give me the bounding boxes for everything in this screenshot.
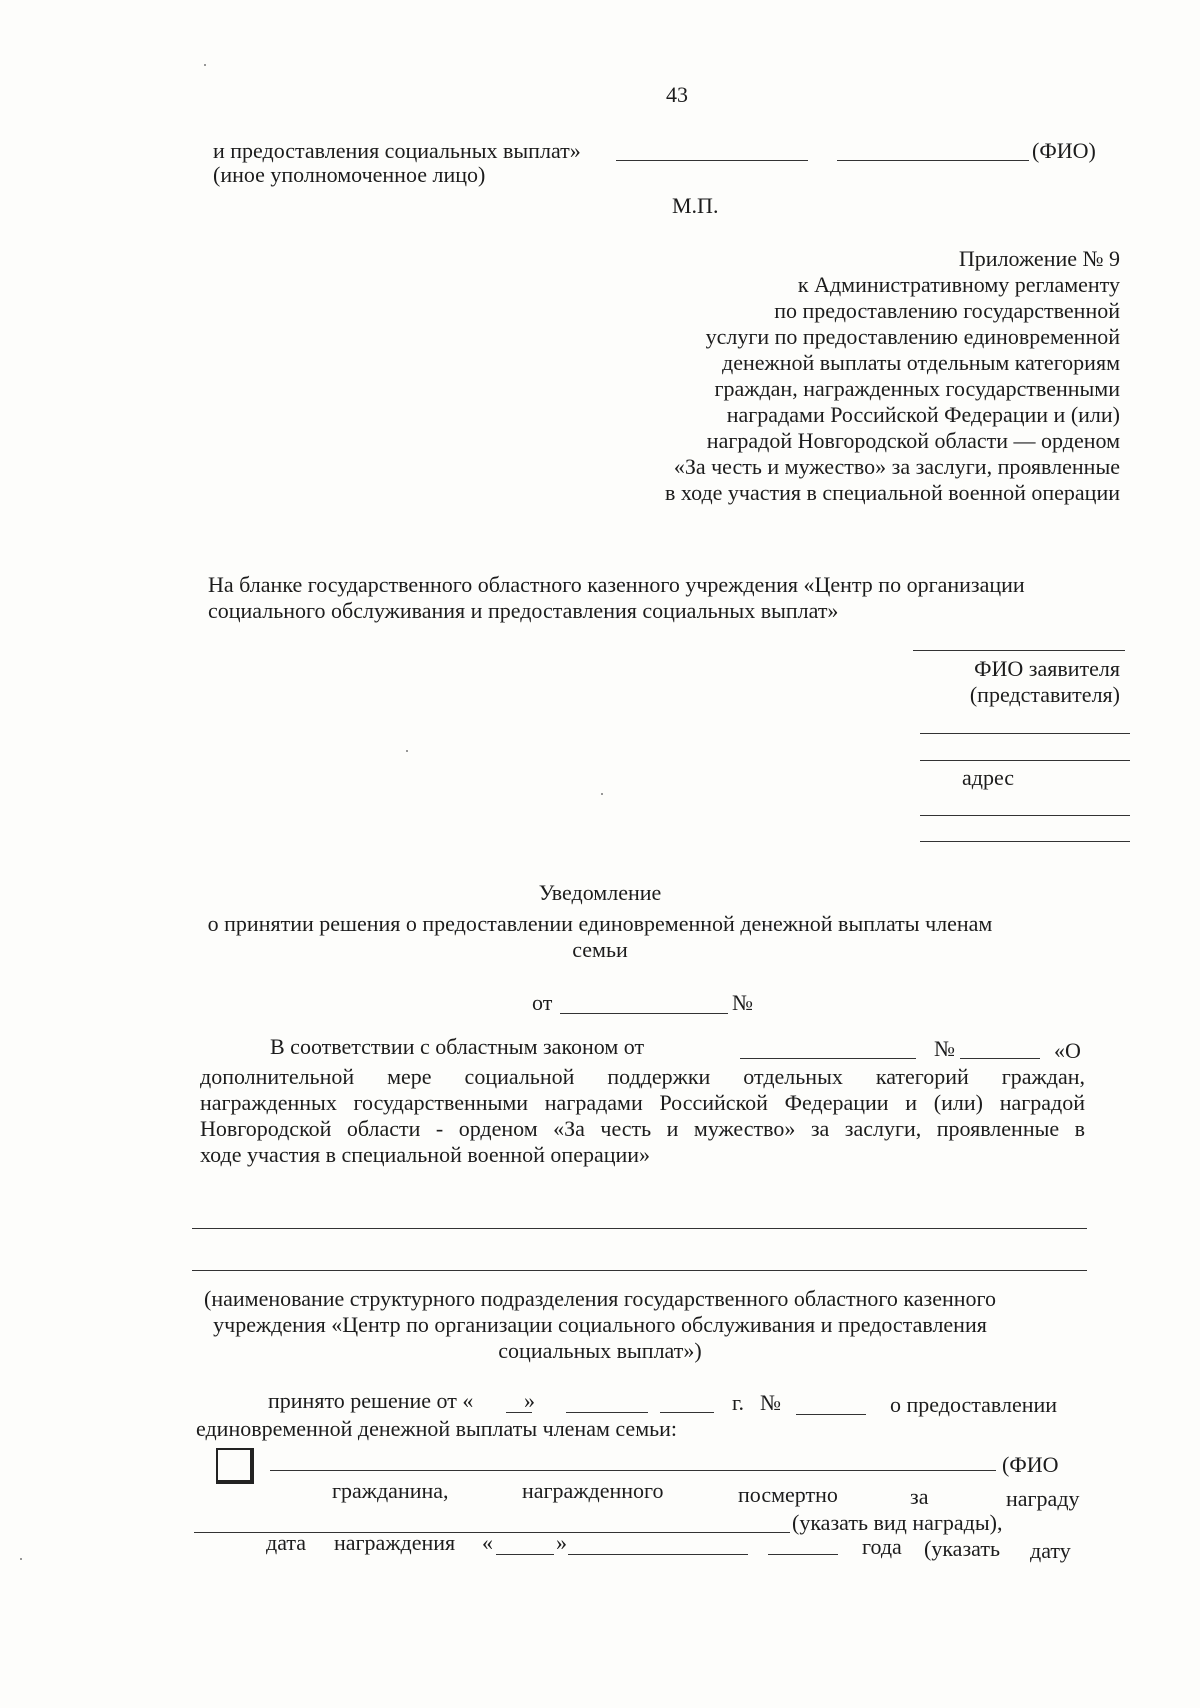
- appendix-line: Приложение № 9: [958, 246, 1120, 271]
- notice-number-sign: №: [732, 990, 753, 1015]
- scan-speck: [204, 64, 206, 66]
- row5-day-line: [496, 1554, 554, 1555]
- decision-year-line: [660, 1412, 714, 1413]
- family-member-checkbox[interactable]: [216, 1448, 254, 1484]
- letterhead-line-1: На бланке государственного областного казенного учреждения «Центр по организации: [208, 572, 1025, 597]
- appendix-line: наградами Российской Федерации и (или): [726, 402, 1120, 427]
- scan-speck: [20, 1558, 22, 1560]
- address-line: [920, 815, 1130, 816]
- scan-speck: [406, 750, 408, 752]
- fio-open-label: (ФИО: [1002, 1452, 1059, 1477]
- decision-quote-close: »: [524, 1388, 535, 1413]
- signature-line: [616, 160, 808, 161]
- body-line: награжденных государственными наградами Российской Федерации и (или) наградой: [200, 1090, 1085, 1115]
- address-label: адрес: [962, 765, 1015, 790]
- fio-label: (ФИО): [1032, 138, 1096, 163]
- recipient-name-label: ФИО заявителя: [974, 656, 1120, 681]
- decision-month-line: [566, 1412, 648, 1413]
- body-line: Новгородской области - орденом «За честь и мужество» за заслуги, проявленные в: [200, 1116, 1085, 1141]
- decision-prefix: принято решение от «: [268, 1388, 474, 1413]
- recipient-line: [920, 733, 1130, 734]
- recipient-name-line: [913, 650, 1125, 651]
- row3-word: посмертно: [738, 1482, 838, 1507]
- law-date-line: [740, 1058, 916, 1059]
- row3-word: за: [910, 1484, 929, 1509]
- dept-caption-3: социальных выплат»): [498, 1338, 702, 1363]
- page-number: 43: [666, 82, 688, 107]
- letterhead-line-2: социального обслуживания и предоставления социальных выплат»: [208, 598, 839, 623]
- appendix-block: [665, 246, 1120, 506]
- recipient-line: [920, 760, 1130, 761]
- appendix-line: в ходе участия в специальной военной операции: [665, 480, 1120, 505]
- body-line: дополнительной мере социальной поддержки отдельных категорий граждан,: [200, 1064, 1085, 1089]
- row3-word: награду: [1006, 1486, 1080, 1511]
- row5-quote-close: »: [556, 1530, 567, 1555]
- row5-date-word: дату: [1030, 1538, 1071, 1563]
- law-number-line: [960, 1058, 1040, 1059]
- appendix-line: денежной выплаты отдельным категориям: [722, 350, 1120, 375]
- decision-year-label: г.: [732, 1390, 745, 1415]
- row3-word: гражданина,: [332, 1478, 449, 1503]
- notice-date-line: [560, 1013, 728, 1014]
- row5-year-label: года: [862, 1534, 902, 1559]
- decision-number-line: [796, 1414, 866, 1415]
- decision-number-sign: №: [760, 1390, 781, 1415]
- family-member-line: [270, 1470, 996, 1471]
- dept-fill-line: [192, 1270, 1087, 1271]
- notice-subtitle: о принятии решения о предоставлении единовременной денежной выплаты членам: [207, 911, 993, 936]
- stamp-place: М.П.: [672, 193, 719, 218]
- decision-suffix: о предоставлении: [890, 1392, 1058, 1417]
- appendix-line: к Административному регламенту: [797, 272, 1120, 297]
- row5-month-line: [568, 1554, 748, 1555]
- body-p1-start: В соответствии с областным законом от: [270, 1034, 645, 1059]
- dept-fill-line: [192, 1228, 1087, 1229]
- award-hint: (указать вид награды),: [792, 1510, 1003, 1535]
- body-p1-quote: «О: [1054, 1038, 1081, 1063]
- appendix-line: наградой Новгородской области — орденом: [706, 428, 1120, 453]
- row5-specify: (указать: [924, 1536, 1000, 1561]
- row3-word: награжденного: [522, 1478, 664, 1503]
- notice-date-prefix: от: [532, 990, 553, 1015]
- row5-award-date: награждения: [334, 1530, 456, 1555]
- appendix-line: по предоставлению государственной: [774, 298, 1120, 323]
- decision-line-2: единовременной денежной выплаты членам семьи:: [196, 1416, 678, 1441]
- appendix-line: услуги по предоставлению единовременной: [705, 324, 1120, 349]
- address-line: [920, 841, 1130, 842]
- notice-subtitle-2: семьи: [572, 937, 628, 962]
- row5-quote-open: «: [482, 1530, 493, 1555]
- appendix-line: граждан, награжденных государственными: [714, 376, 1120, 401]
- dept-caption-1: (наименование структурного подразделения государственного областного казенного: [204, 1286, 996, 1311]
- recipient-name-label-2: (представителя): [969, 682, 1120, 707]
- row5-date: дата: [266, 1530, 307, 1555]
- scan-speck: [601, 793, 603, 795]
- body-line-last: ходе участия в специальной военной операции»: [200, 1142, 651, 1167]
- notice-title: Уведомление: [538, 880, 662, 905]
- dept-caption-2: учреждения «Центр по организации социального обслуживания и предоставления: [213, 1312, 987, 1337]
- law-number-sign: №: [934, 1036, 955, 1061]
- appendix-line: «За честь и мужество» за заслуги, проявленные: [673, 454, 1120, 479]
- header-line-2: (иное уполномоченное лицо): [213, 162, 486, 187]
- signature-line: [837, 160, 1029, 161]
- header-line-1: и предоставления социальных выплат»: [213, 138, 581, 163]
- row5-year-line: [768, 1554, 838, 1555]
